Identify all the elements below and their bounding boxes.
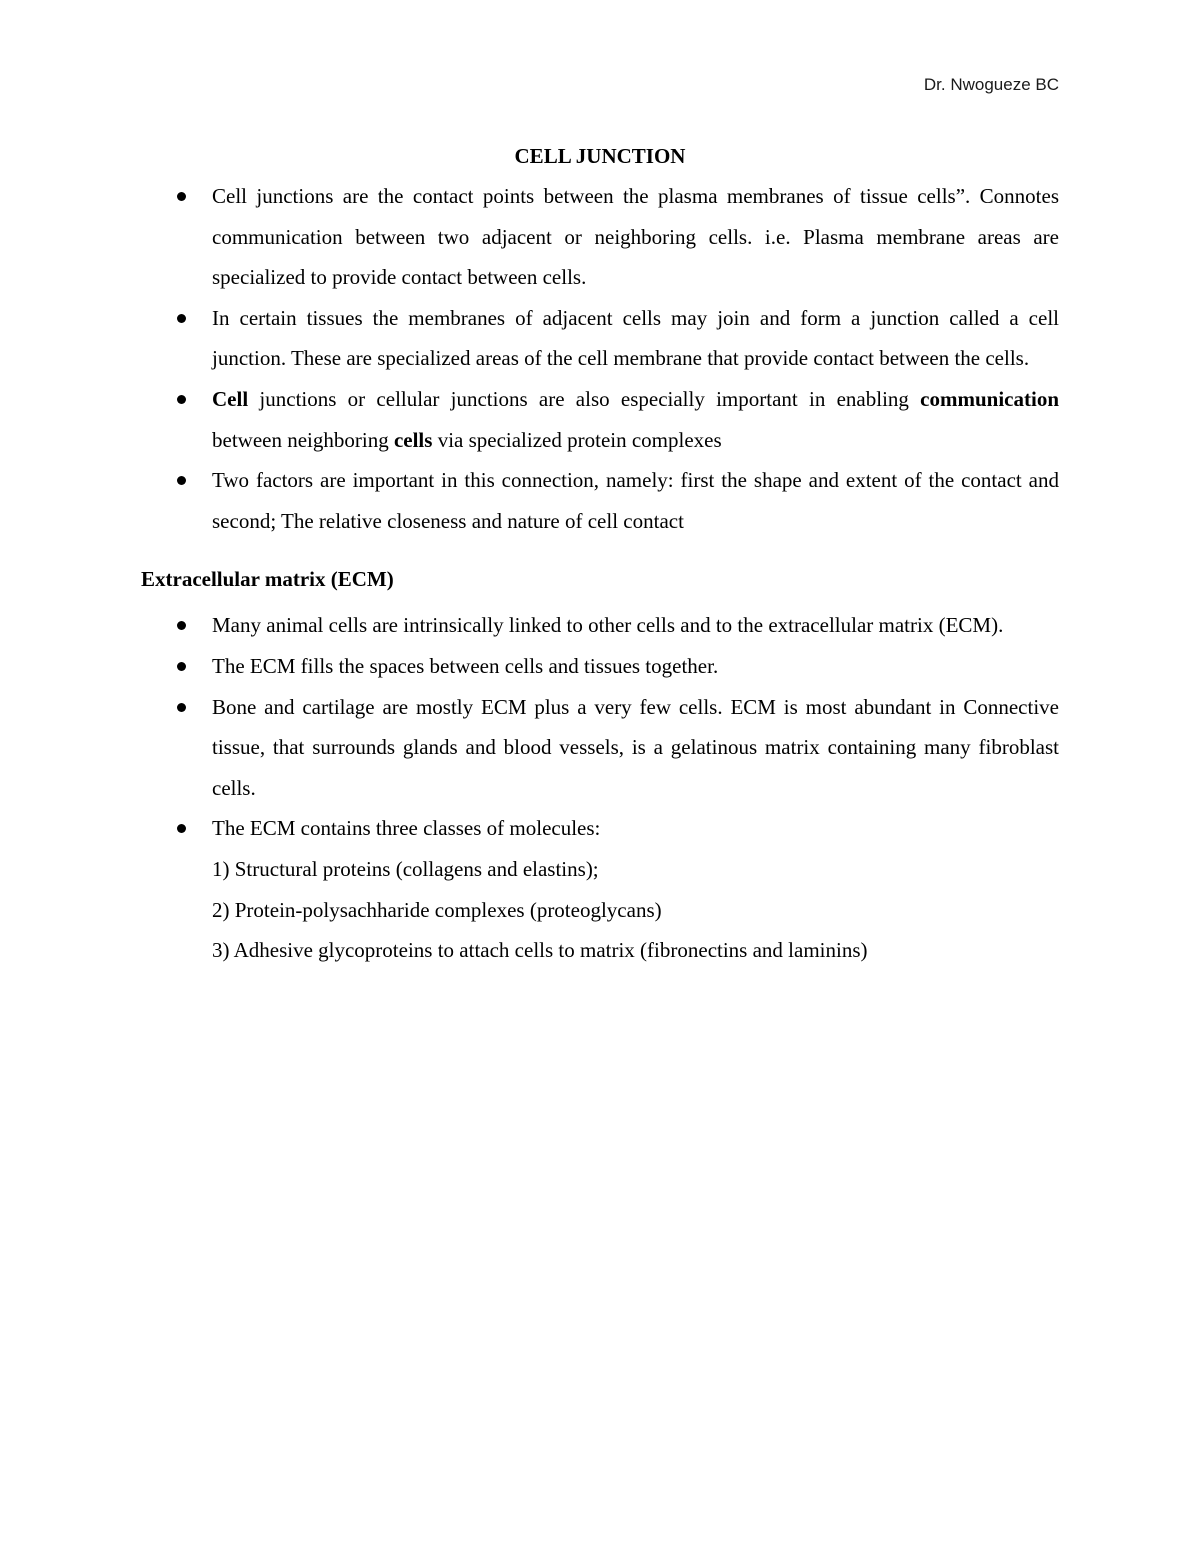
- list-item-text: Many animal cells are intrinsically linked to other cells and to the extracellular matrix (ECM).: [212, 613, 1004, 638]
- list-item-text: junctions or cellular junctions are also especially important in enabling: [248, 386, 921, 411]
- list-item: [141, 605, 1059, 646]
- bullet-icon: [177, 192, 186, 201]
- bold-term-cells: cells: [393, 427, 433, 452]
- numbered-sub-item: 3) Adhesive glycoproteins to attach cells to matrix (fibronectins and laminins): [212, 938, 868, 963]
- bullet-icon: [177, 824, 186, 833]
- list-item: [141, 460, 1059, 541]
- bullet-icon: [177, 621, 186, 630]
- list-item: [141, 379, 1059, 460]
- list-item-text: via specialized protein complexes: [432, 427, 722, 452]
- list-item-text: between neighboring: [212, 427, 394, 452]
- bold-term-communication: communication: [920, 386, 1059, 411]
- bold-term-cell: Cell: [212, 386, 249, 411]
- list-item: [141, 646, 1059, 687]
- cell-junction-list: [141, 176, 1059, 541]
- list-item-text: Two factors are important in this connection, namely: first the shape and extent of the contact and second; The relative closeness and nature of cell contact: [212, 468, 1059, 533]
- bullet-icon: [177, 395, 186, 404]
- bullet-icon: [177, 476, 186, 485]
- bullet-icon: [177, 703, 186, 712]
- header-author: Dr. Nwogueze BC: [923, 75, 1059, 94]
- bullet-icon: [177, 314, 186, 323]
- list-item: [141, 298, 1059, 379]
- ecm-list: [141, 605, 1059, 970]
- list-item: [141, 808, 1059, 970]
- list-item-text: Bone and cartilage are mostly ECM plus a very few cells. ECM is most abundant in Connective tissue, that surrounds glands and blood vessels, is a gelatinous matrix containing many fibroblast cells.: [212, 694, 1059, 800]
- list-item-text: In certain tissues the membranes of adjacent cells may join and form a junction called a cell junction. These are specialized areas of the cell membrane that provide contact between the cells.: [212, 305, 1059, 371]
- page-title: CELL JUNCTION: [514, 144, 686, 168]
- document-body: [141, 140, 1059, 971]
- bullet-icon: [177, 662, 186, 671]
- section-heading-ecm: Extracellular matrix (ECM): [141, 567, 394, 592]
- list-item: [141, 176, 1059, 298]
- list-item-text: The ECM fills the spaces between cells and tissues together.: [212, 653, 719, 678]
- list-item-text: Cell junctions are the contact points between the plasma membranes of tissue cells”. Connotes communication between two adjacent or neighboring cells. i.e. Plasma membrane areas are specialized to provide contact between cells.: [212, 184, 1059, 290]
- list-item-text: The ECM contains three classes of molecules:: [212, 816, 601, 841]
- list-item: [141, 687, 1059, 809]
- numbered-sub-item: 2) Protein-polysachharide complexes (proteoglycans): [212, 897, 662, 922]
- numbered-sub-item: 1) Structural proteins (collagens and elastins);: [212, 856, 599, 881]
